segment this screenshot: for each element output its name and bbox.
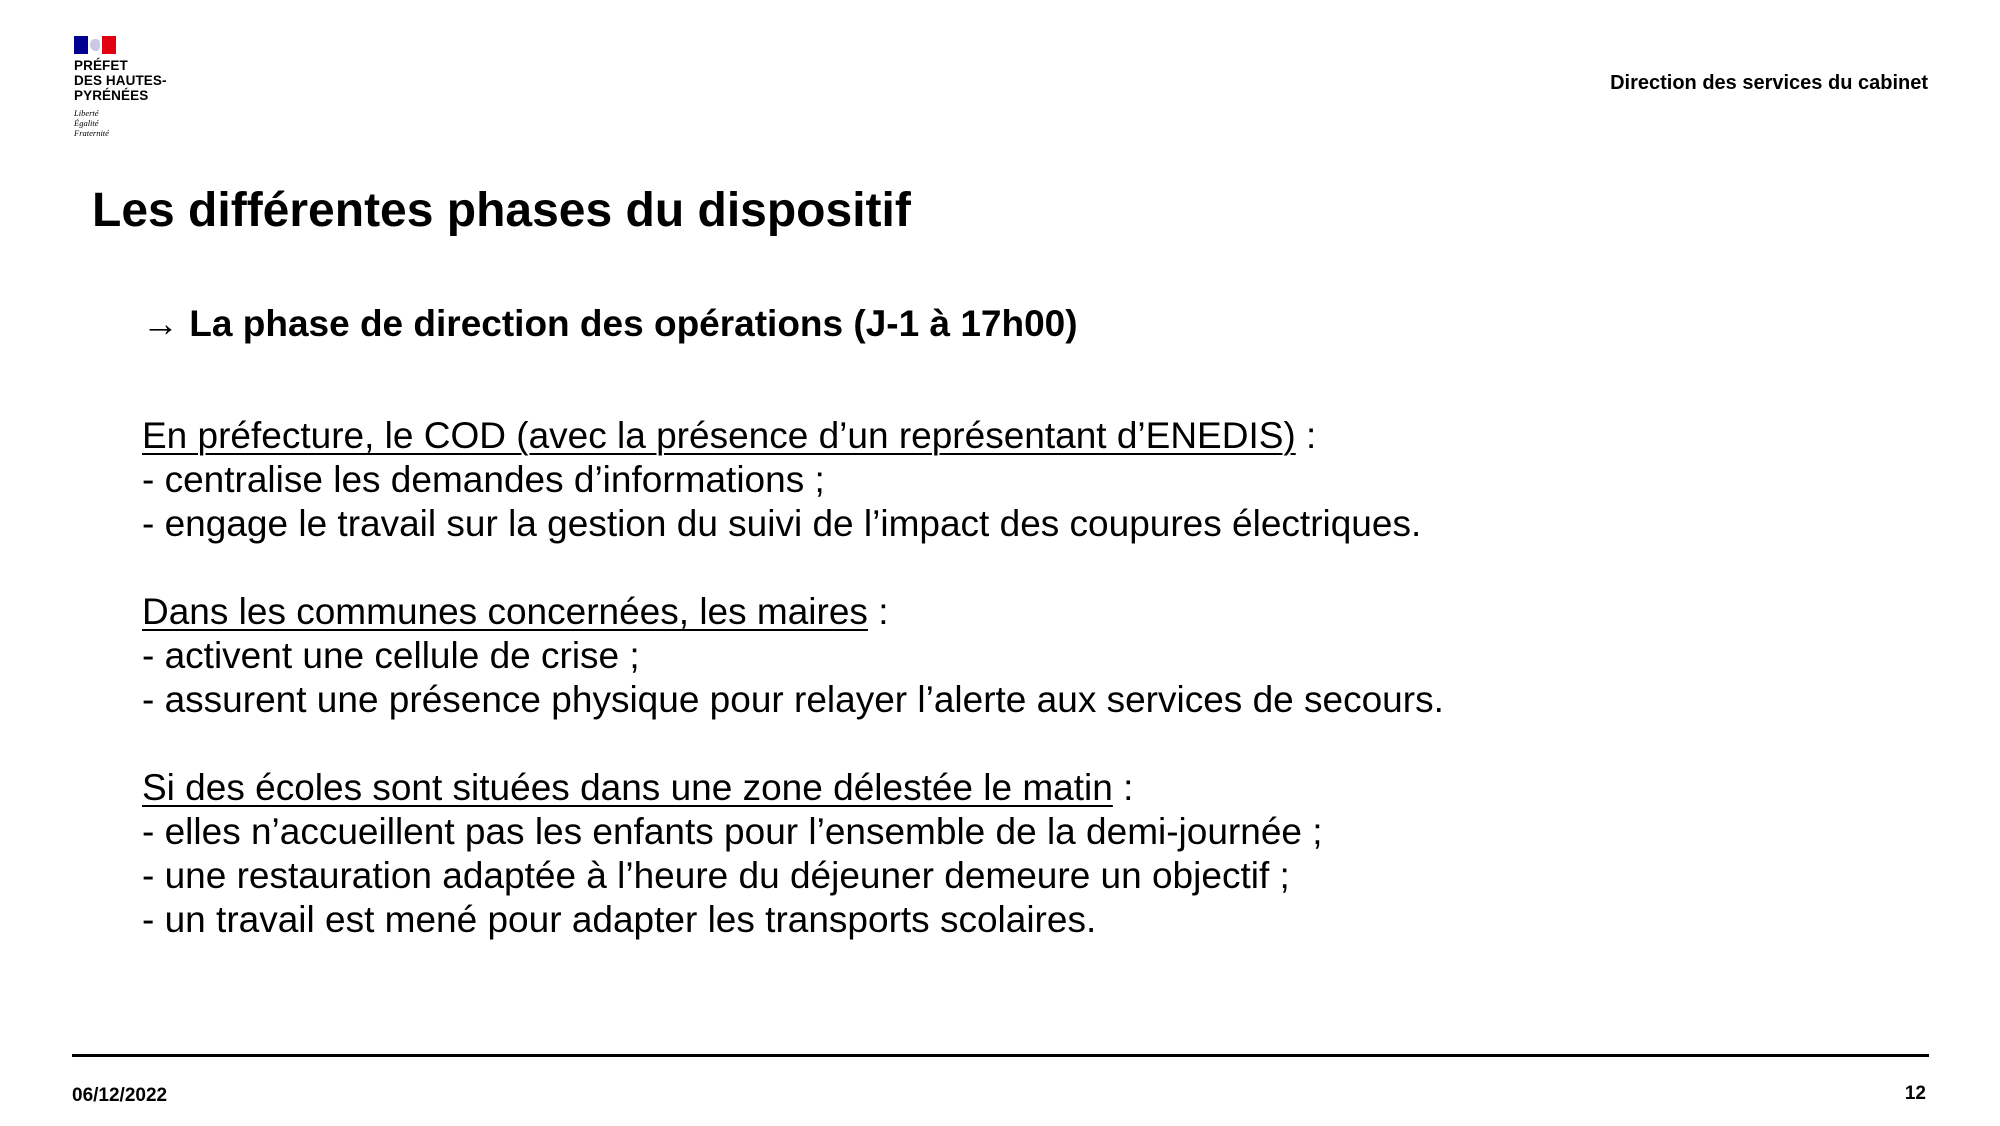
footer-divider (72, 1054, 1929, 1057)
flag-blue-band (74, 36, 88, 54)
prefecture-logo (74, 36, 214, 138)
motto-line: Liberté (74, 108, 99, 118)
slide-title: Les différentes phases du dispositif (92, 184, 911, 237)
section-heading (142, 590, 1444, 634)
page-number: 12 (1904, 1083, 1926, 1104)
list-item: - engage le travail sur la gestion du suivi de l’impact des coupures électriques. (142, 503, 1422, 544)
phase-title: → La phase de direction des opérations (J-1 à 17h00) (142, 303, 1078, 344)
list-item: - une restauration adaptée à l’heure du déjeuner demeure un objectif ; (142, 855, 1290, 896)
list-item: - activent une cellule de crise ; (142, 635, 640, 676)
section-heading-text: Si des écoles sont situées dans une zone délestée le matin (142, 767, 1113, 808)
motto-line: Fraternité (74, 128, 109, 138)
department-name: Direction des services du cabinet (1610, 72, 1928, 94)
flag-white-band (88, 36, 102, 54)
section-heading-colon: : (867, 591, 889, 632)
list-item: - un travail est mené pour adapter les transports scolaires. (142, 899, 1097, 940)
section-heading-text: Dans les communes concernées, les maires (142, 591, 868, 632)
section-ecoles (142, 766, 1323, 942)
section-prefecture (142, 414, 1421, 546)
prefecture-name-line: PRÉFET (74, 58, 128, 73)
republic-flag-icon (74, 36, 116, 54)
prefecture-name-line: PYRÉNÉES (74, 88, 149, 103)
section-heading-text: En préfecture, le COD (avec la présence d’un représentant d’ENEDIS) (142, 415, 1296, 456)
prefecture-name-line: DES HAUTES- (74, 73, 167, 88)
list-item: - elles n’accueillent pas les enfants pour l’ensemble de la demi-journée ; (142, 811, 1323, 852)
republic-motto (74, 108, 214, 138)
section-communes (142, 590, 1444, 722)
marianne-icon (90, 39, 100, 51)
list-item: - assurent une présence physique pour relayer l’alerte aux services de secours. (142, 679, 1444, 720)
section-heading (142, 766, 1323, 810)
section-heading-colon: : (1295, 415, 1317, 456)
flag-red-band (102, 36, 116, 54)
prefecture-name (74, 58, 214, 103)
list-item: - centralise les demandes d’informations ; (142, 459, 825, 500)
footer-date: 06/12/2022 (72, 1085, 168, 1106)
motto-line: Égalité (74, 118, 99, 128)
section-heading (142, 414, 1421, 458)
section-heading-colon: : (1112, 767, 1134, 808)
